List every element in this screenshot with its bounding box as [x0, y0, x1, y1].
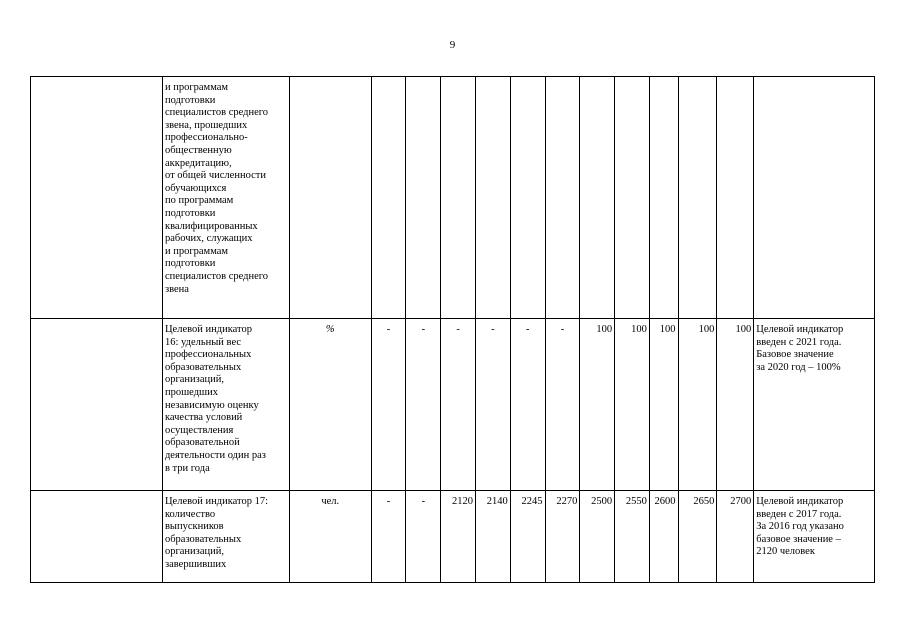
value-cell: -: [406, 491, 441, 583]
value-cell: 2500: [580, 491, 615, 583]
note-cell: Целевой индикатор введен с 2021 года. Базовое значение за 2020 год – 100%: [754, 319, 875, 491]
value-cell: 2140: [475, 491, 510, 583]
indicator-name-cell: и программам подготовки специалистов среднего звена, прошедших профессионально- общественную аккредитацию, от общей численности обучающихся по программам подготовки квалифицированных рабочих, служащих и программам подготовки специалистов среднего звена: [162, 77, 289, 319]
value-cell: [371, 77, 406, 319]
table-row: [31, 77, 875, 319]
value-cell: 100: [649, 319, 678, 491]
value-cell: 2245: [510, 491, 545, 583]
value-cell: [580, 77, 615, 319]
value-cell: -: [371, 319, 406, 491]
value-cell: [510, 77, 545, 319]
value-cell: [441, 77, 476, 319]
blank-cell: [31, 77, 163, 319]
unit-cell: [289, 77, 371, 319]
value-cell: 100: [580, 319, 615, 491]
value-cell: -: [545, 319, 580, 491]
value-cell: 2700: [717, 491, 754, 583]
table-row: [31, 319, 875, 491]
indicator-name-cell: Целевой индикатор 16: удельный вес профессиональных образовательных организаций, прошедших независимую оценку качества условий осуществления образовательной деятельности один раз в три года: [162, 319, 289, 491]
value-cell: 100: [717, 319, 754, 491]
indicator-name-cell: Целевой индикатор 17: количество выпускников образовательных организаций, завершивших: [162, 491, 289, 583]
value-cell: -: [371, 491, 406, 583]
value-cell: -: [406, 319, 441, 491]
value-cell: 2120: [441, 491, 476, 583]
value-cell: -: [475, 319, 510, 491]
value-cell: 2550: [615, 491, 650, 583]
value-cell: 2600: [649, 491, 678, 583]
unit-cell: %: [289, 319, 371, 491]
unit-cell: чел.: [289, 491, 371, 583]
value-cell: -: [441, 319, 476, 491]
value-cell: [678, 77, 717, 319]
value-cell: 100: [615, 319, 650, 491]
value-cell: 2270: [545, 491, 580, 583]
value-cell: [406, 77, 441, 319]
value-cell: [649, 77, 678, 319]
page-number: 9: [449, 39, 456, 51]
value-cell: -: [510, 319, 545, 491]
note-cell: Целевой индикатор введен с 2017 года. За 2016 год указано базовое значение – 2120 человек: [754, 491, 875, 583]
indicators-table: [30, 76, 875, 583]
blank-cell: [31, 491, 163, 583]
value-cell: 2650: [678, 491, 717, 583]
table-row: [31, 491, 875, 583]
value-cell: 100: [678, 319, 717, 491]
blank-cell: [31, 319, 163, 491]
value-cell: [615, 77, 650, 319]
note-cell: [754, 77, 875, 319]
value-cell: [717, 77, 754, 319]
value-cell: [475, 77, 510, 319]
value-cell: [545, 77, 580, 319]
